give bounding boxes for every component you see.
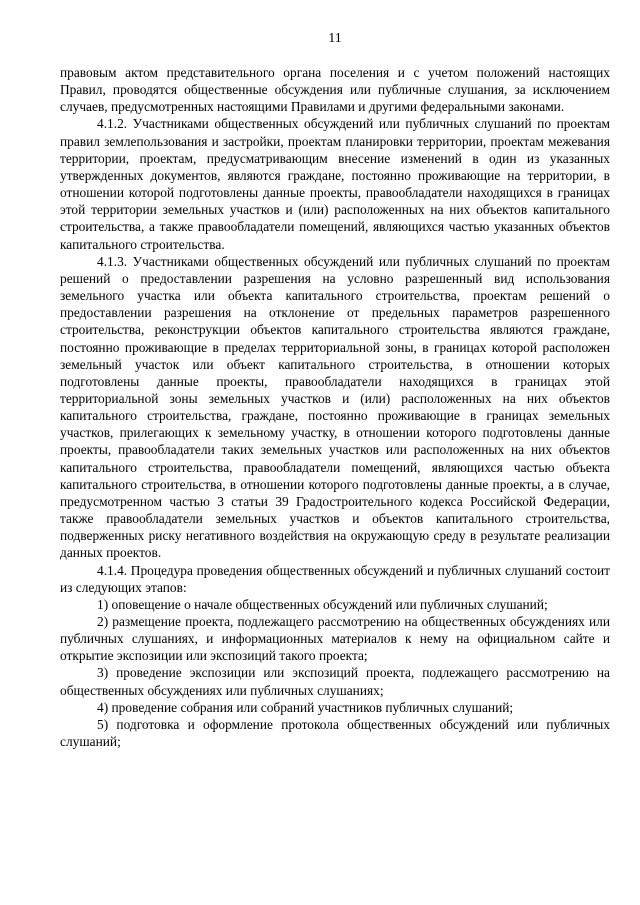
list-item — [60, 664, 610, 698]
list-item-number: 1) — [97, 596, 109, 612]
list-item-text: проведение экспозиции или экспозиций проекта, подлежащего рассмотрению на общественных обсуждениях или публичных слушаниях; — [60, 665, 610, 698]
list-item — [60, 699, 610, 716]
list-item-number: 3) — [97, 665, 109, 681]
list-item — [60, 716, 610, 750]
paragraph-4-1-3: 4.1.3. Участниками общественных обсуждений или публичных слушаний по проектам решений о предоставлении разрешения на условно разрешенный вид использования земельного участка или объекта капитального строительства, проектам решений о предоставлении разрешения на отклонение от предельных параметров разрешенного строительства, реконструкции объектов капитального строительства являются граждане, постоянно проживающие в пределах территориальной зоны, в границах которой расположен земельный участок или объект капитального строительства, в отношении которых подготовлены данные проекты, правообладатели находящихся в границах этой территориальной зоны земельных участков и (или) расположенных на них объектов капитального строительства, граждане, постоянно проживающие в границах земельных участков, прилегающих к земельному участку, в отношении которого подготовлены данные проекты, правообладатели таких земельных участков или расположенных на них объектов капитального строительства, правообладатели помещений, являющихся частью объекта капитального строительства, в отношении которого подготовлены данные проекты, а в случае, предусмотренном частью 3 статьи 39 Градостроительного кодекса Российской Федерации, также правообладатели земельных участков и объектов капитального строительства, подверженных риску негативного воздействия на окружающую среду в результате реализации данных проектов. — [60, 253, 610, 561]
paragraph-continuation: правовым актом представительного органа поселения и с учетом положений настоящих Правил, проводятся общественные обсуждения или публичные слушания, за исключением случаев, предусмотренных настоящими Правилами и другими федеральными законами. — [60, 65, 610, 115]
page-number: 11 — [328, 31, 342, 46]
procedure-stages-list — [60, 596, 610, 750]
list-item-number: 4) — [97, 699, 109, 715]
list-item-text: размещение проекта, подлежащего рассмотрению на общественных обсуждениях или публичных слушаниях, и информационных материалов к нему на официальном сайте и открытие экспозиции или экспозиций такого проекта; — [60, 614, 610, 664]
list-item-text: подготовка и оформление протокола общественных обсуждений или публичных слушаний; — [60, 716, 610, 750]
paragraph-4-1-2: 4.1.2. Участниками общественных обсуждений или публичных слушаний по проектам правил землепользования и застройки, проектам планировки территории, проектам межевания территории, проектам, предусматривающим внесение изменений в один из указанных утвержденных документов, являются граждане, постоянно проживающие на территории, в отношении которой подготовлены данные проекты, правообладатели находящихся в границах этой территории земельных участков и (или) расположенных на них объектов капитального строительства, а также правообладатели помещений, являющихся частью указанных объектов капитального строительства. — [60, 116, 610, 252]
list-item-text: оповещение о начале общественных обсуждений или публичных слушаний; — [111, 596, 548, 612]
list-item — [60, 596, 610, 613]
list-item-number: 5) — [97, 716, 109, 732]
document-body — [60, 64, 610, 750]
list-item-number: 2) — [97, 614, 109, 629]
document-page — [60, 30, 610, 750]
list-item-text: проведение собрания или собраний участников публичных слушаний; — [111, 699, 514, 715]
paragraph-4-1-4: 4.1.4. Процедура проведения общественных обсуждений и публичных слушаний состоит из следующих этапов: — [60, 562, 610, 595]
list-item — [60, 613, 610, 664]
